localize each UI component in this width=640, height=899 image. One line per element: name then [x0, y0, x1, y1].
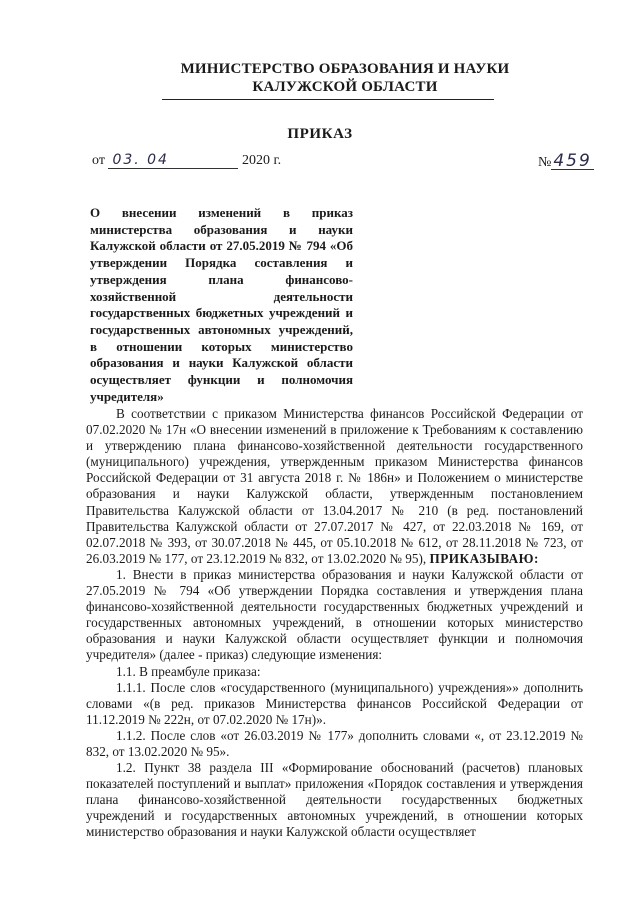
number-sign: № [538, 155, 552, 170]
paragraph-item-1: 1. Внести в приказ министерства образования и науки Калужской области от 27.05.2019 № 794 «Об утверждении Порядка составления и утверждения плана финансово-хозяйственной деятельности государственных бюджетных учреждений и государственных автономных учреждений, в отношении которых министерство образования и науки Калужской области осуществляет функции и полномочия учредителя» (далее - приказ) следующие изменения: [86, 566, 583, 663]
order-number [538, 153, 594, 171]
order-title: ПРИКАЗ [287, 126, 353, 142]
paragraph-preamble [86, 406, 583, 567]
paragraph-item-1-1-1: 1.1.1. После слов «государственного (муниципального) учреждения»» дополнить словами «(в ред. приказов Министерства финансов Российской Федерации от 11.12.2019 № 222н, от 07.02.2020 № 17н)». [86, 679, 583, 727]
order-date [92, 153, 281, 169]
header-divider [162, 99, 494, 100]
date-handwritten: 03. 04 [108, 153, 238, 169]
order-command: ПРИКАЗЫВАЮ: [429, 550, 539, 566]
paragraph-item-1-1-2: 1.1.2. После слов «от 26.03.2019 № 177» дополнить словами «, от 23.12.2019 № 832, от 13.02.2020 № 95». [86, 727, 583, 759]
paragraph-item-1-1: 1.1. В преамбуле приказа: [116, 663, 261, 679]
order-body [86, 406, 583, 841]
number-handwritten: 459 [553, 151, 592, 171]
date-year: 2020 г. [241, 153, 282, 168]
date-prefix: от [92, 153, 105, 168]
order-subject: О внесении изменений в приказ министерства образования и науки Калужской области от 27.05.2019 № 794 «Об утверждении Порядка составления и утверждения плана финансово-хозяйственной деятельности государственных бюджетных учреждений и государственных автономных учреждений, в отношении которых министерство образования и науки Калужской области осуществляет функции и полномочия учредителя» [90, 205, 353, 404]
ministry-name-line2: КАЛУЖСКОЙ ОБЛАСТИ [252, 79, 438, 95]
ministry-name-line1: МИНИСТЕРСТВО ОБРАЗОВАНИЯ И НАУКИ [180, 61, 510, 77]
preamble-text: В соответствии с приказом Министерства финансов Российской Федерации от 07.02.2020 № 17н «О внесении изменений в приложение к Требованиям к составлению и утверждению плана финансово-хозяйственной деятельности государственного (муниципального) учреждения, утвержденным приказом Министерства финансов Российской Федерации от 31 августа 2018 г. № 186н» и Положением о министерстве образования и науки Калужской области, утвержденным постановлением Правительства Калужской области от 13.04.2017 № 210 (в ред. постановлений Правительства Калужской области от 27.07.2017 № 427, от 22.03.2018 № 169, от 02.07.2018 № 393, от 30.07.2018 № 445, от 05.10.2018 № 612, от 28.11.2018 № 723, от 26.03.2019 № 177, от 23.12.2019 № 832, от 13.02.2020 № 95), [86, 406, 583, 566]
paragraph-item-1-2: 1.2. Пункт 38 раздела III «Формирование обоснований (расчетов) плановых показателей поступлений и выплат» приложения «Порядок составления и утверждения плана финансово-хозяйственной деятельности государственных бюджетных учреждений и государственных автономных учреждений, в отношении которых министерство образования и науки Калужской области осуществляет [86, 760, 583, 840]
